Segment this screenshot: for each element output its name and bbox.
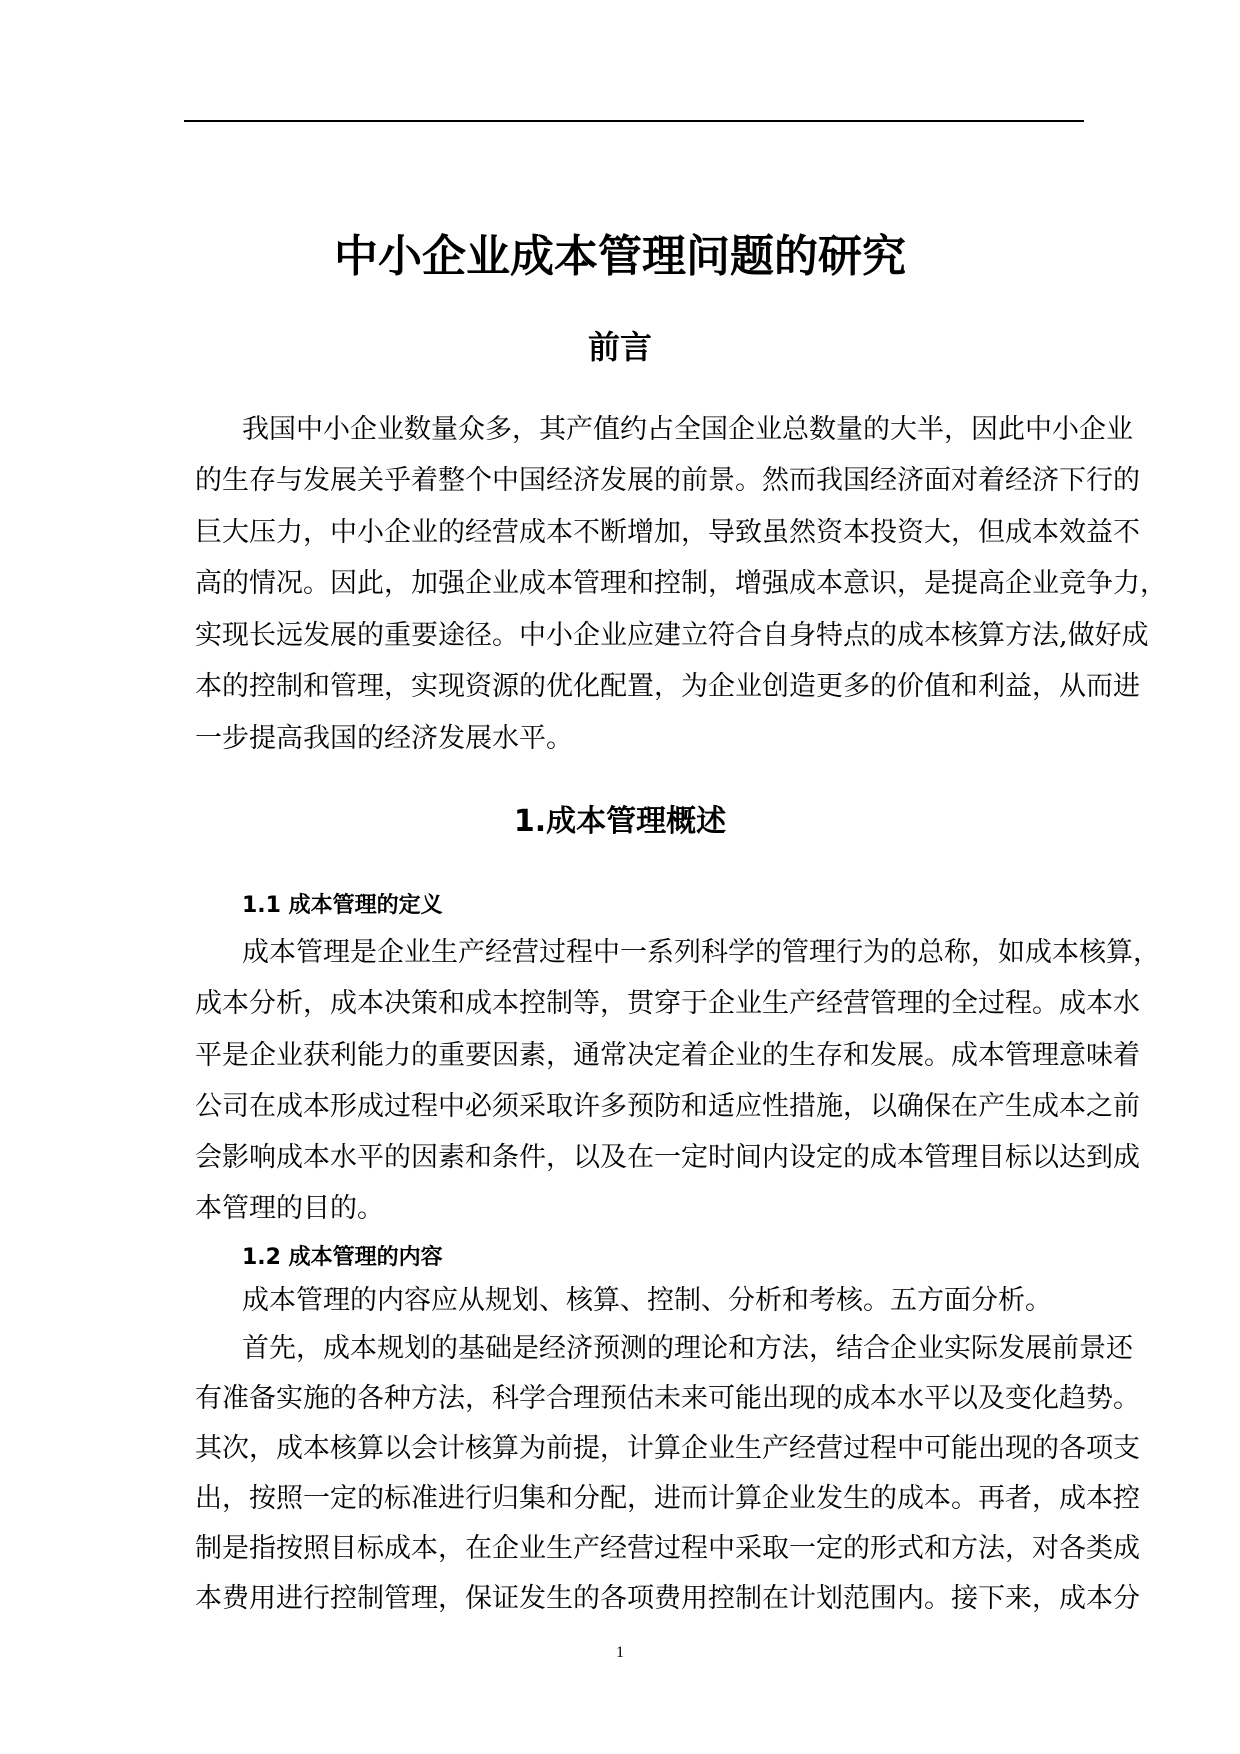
preface-line: 本的控制和管理，实现资源的优化配置，为企业创造更多的价值和利益，从而进 <box>195 671 1140 702</box>
body-line: 制是指按照目标成本，在企业生产经营过程中采取一定的形式和方法，对各类成 <box>195 1533 1140 1564</box>
body-line: 本费用进行控制管理，保证发生的各项费用控制在计划范围内。接下来，成本分 <box>195 1583 1140 1614</box>
document-title: 中小企业成本管理问题的研究 <box>334 231 906 282</box>
body-line: 平是企业获利能力的重要因素，通常决定着企业的生存和发展。成本管理意味着 <box>195 1040 1140 1071</box>
page-number: 1 <box>616 1644 624 1661</box>
preface-line: 巨大压力，中小企业的经营成本不断增加，导致虽然资本投资大，但成本效益不 <box>195 517 1140 548</box>
body-line: 成本管理的内容应从规划、核算、控制、分析和考核。五方面分析。 <box>242 1285 1052 1316</box>
preface-heading: 前言 <box>587 328 652 366</box>
preface-line: 我国中小企业数量众多，其产值约占全国企业总数量的大半，因此中小企业 <box>242 414 1133 445</box>
preface-line: 一步提高我国的经济发展水平。 <box>195 723 573 754</box>
body-line: 成本管理是企业生产经营过程中一系列科学的管理行为的总称，如成本核算， <box>242 937 1160 968</box>
body-line: 首先，成本规划的基础是经济预测的理论和方法，结合企业实际发展前景还 <box>242 1333 1133 1364</box>
body-line: 出，按照一定的标准进行归集和分配，进而计算企业发生的成本。再者，成本控 <box>195 1483 1140 1514</box>
body-line: 会影响成本水平的因素和条件，以及在一定时间内设定的成本管理目标以达到成 <box>195 1142 1140 1173</box>
preface-line: 实现长远发展的重要途径。中小企业应建立符合自身特点的成本核算方法,做好成 <box>195 620 1149 651</box>
header-rule <box>184 120 1084 122</box>
preface-line: 的生存与发展关乎着整个中国经济发展的前景。然而我国经济面对着经济下行的 <box>195 465 1140 496</box>
body-line: 其次，成本核算以会计核算为前提，计算企业生产经营过程中可能出现的各项支 <box>195 1433 1140 1464</box>
section-heading: 1.成本管理概述 <box>513 804 727 839</box>
subsection-heading: 1.1 成本管理的定义 <box>242 893 443 918</box>
preface-line: 高的情况。因此，加强企业成本管理和控制，增强成本意识，是提高企业竞争力， <box>195 568 1167 599</box>
body-line: 有准备实施的各种方法，科学合理预估未来可能出现的成本水平以及变化趋势。 <box>195 1383 1140 1414</box>
body-line: 成本分析，成本决策和成本控制等，贯穿于企业生产经营管理的全过程。成本水 <box>195 988 1140 1019</box>
body-line: 公司在成本形成过程中必须采取许多预防和适应性措施，以确保在产生成本之前 <box>195 1091 1140 1122</box>
subsection-heading: 1.2 成本管理的内容 <box>242 1245 443 1270</box>
body-line: 本管理的目的。 <box>195 1193 384 1224</box>
